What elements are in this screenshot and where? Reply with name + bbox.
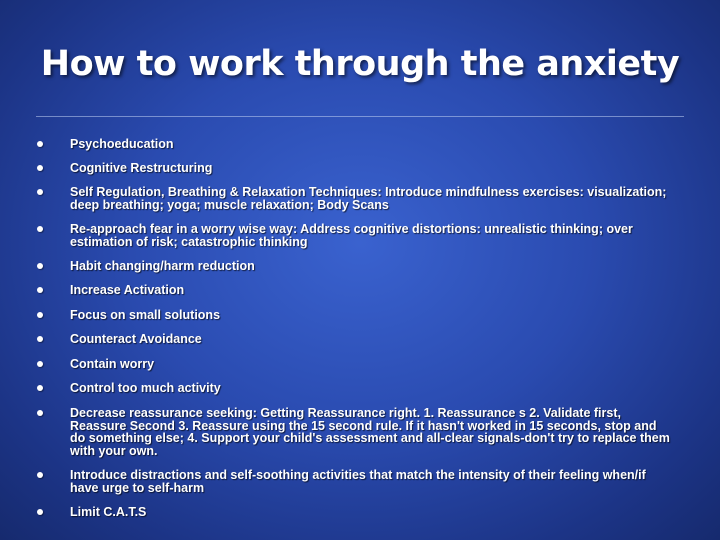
bullet-icon xyxy=(37,189,43,195)
bullet-text: Decrease reassurance seeking: Getting Reassurance right. 1. Reassurance s 2. Validate first, Reassure Second 3. Reassure using the 15 second rule. If it hasn't worked in 15 seconds, stop and do something else; 4. Support your child's assessment and all-clear signals-don't try to replace them with your own. xyxy=(70,406,670,458)
bullet-text: Cognitive Restructuring xyxy=(70,161,213,175)
bullet-item xyxy=(70,358,670,371)
slide-title: How to work through the anxiety xyxy=(40,44,680,84)
bullet-item xyxy=(70,309,670,322)
bullet-icon xyxy=(37,361,43,367)
bullet-text: Psychoeducation xyxy=(70,137,174,151)
bullet-text: Focus on small solutions xyxy=(70,308,221,322)
bullet-item xyxy=(70,162,670,175)
bullet-item xyxy=(70,469,670,494)
bullet-text: Contain worry xyxy=(70,357,155,371)
bullet-icon xyxy=(37,287,43,293)
bullet-item xyxy=(70,260,670,273)
bullet-icon xyxy=(37,472,43,478)
bullet-icon xyxy=(37,410,43,416)
bullet-text: Counteract Avoidance xyxy=(70,332,202,346)
bullet-icon xyxy=(37,226,43,232)
bullet-item xyxy=(70,138,670,151)
bullet-icon xyxy=(37,141,43,147)
bullet-icon xyxy=(37,336,43,342)
bullet-icon xyxy=(37,385,43,391)
bullet-text: Introduce distractions and self-soothing activities that match the intensity of their feeling when/if have urge to self-harm xyxy=(70,468,646,495)
bullet-text: Control too much activity xyxy=(70,381,221,395)
bullet-item xyxy=(70,223,670,248)
bullet-text: Habit changing/harm reduction xyxy=(70,259,255,273)
bullet-text: Self Regulation, Breathing & Relaxation Techniques: Introduce mindfulness exercises: visualization; deep breathing; yoga; muscle relaxation; Body Scans xyxy=(70,185,667,212)
bullet-item xyxy=(70,333,670,346)
bullet-text: Re-approach fear in a worry wise way: Address cognitive distortions: unrealistic thinking; over estimation of risk; catastrophic thinking xyxy=(70,222,633,249)
bullet-item xyxy=(70,382,670,395)
bullet-icon xyxy=(37,509,43,515)
bullet-item xyxy=(70,506,670,519)
bullet-icon xyxy=(37,312,43,318)
bullet-item xyxy=(70,407,670,457)
bullet-text: Increase Activation xyxy=(70,283,185,297)
bullet-item xyxy=(70,186,670,211)
bullet-icon xyxy=(37,165,43,171)
bullet-text: Limit C.A.T.S xyxy=(70,505,147,519)
bullet-icon xyxy=(37,263,43,269)
bullet-item xyxy=(70,284,670,297)
